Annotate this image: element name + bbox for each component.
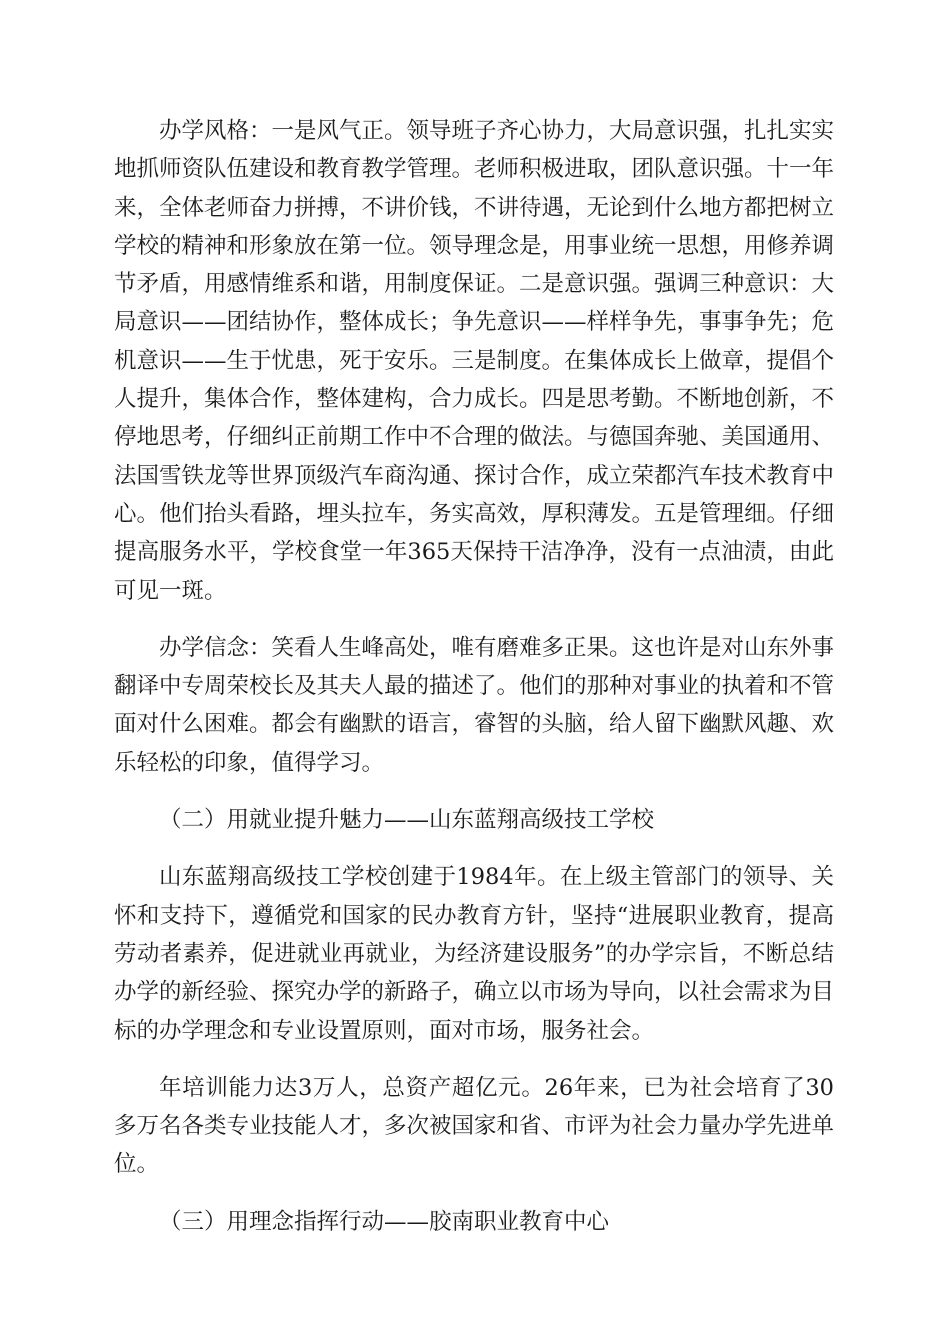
document-body <box>114 112 834 1260</box>
paragraph-school-belief: 办学信念：笑看人生峰高处，唯有磨难多正果。这也许是对山东外事翻译中专周荣校长及其夫人最的描述了。他们的那种对事业的执着和不管面对什么困难。都会有幽默的语言，睿智的头脑，给人留下幽默风趣、欢乐轻松的印象，值得学习。 <box>114 634 835 776</box>
paragraph-lanxiang-stats: 年培训能力达3万人，总资产超亿元。26年来，已为社会培育了30多万名各类专业技能人才，多次被国家和省、市评为社会力量办学先进单位。 <box>114 1074 835 1178</box>
paragraph-lanxiang-intro: 山东蓝翔高级技工学校创建于1984年。在上级主管部门的领导、关怀和支持下，遵循党和国家的民办教育方针，坚持“进展职业教育，提高劳动者素养，促进就业再就业，为经济建设服务”的办学宗旨，不断总结办学的新经验、探究办学的新路子，确立以市场为导向，以社会需求为目标的办学理念和专业设置原则，面对市场，服务社会。 <box>114 864 835 1044</box>
paragraph-school-style: 办学风格：一是风气正。领导班子齐心协力，大局意识强，扎扎实实地抓师资队伍建设和教育教学管理。老师积极进取，团队意识强。十一年来，全体老师奋力拼搏，不讲价钱，不讲待遇，无论到什么地方都把树立学校的精神和形象放在第一位。领导理念是，用事业统一思想，用修养调节矛盾，用感情维系和谐，用制度保证。二是意识强。强调三种意识：大局意识——团结协作，整体成长；争先意识——样样争先，事事争先；危机意识——生于忧患，死于安乐。三是制度。在集体成长上做章，提倡个人提升，集体合作，整体建构，合力成长。四是思考勤。不断地创新，不停地思考，仔细纠正前期工作中不合理的做法。与德国奔驰、美国通用、法国雪铁龙等世界顶级汽车商沟通、探讨合作，成立荣都汽车技术教育中心。他们抬头看路，埋头拉车，务实高效，厚积薄发。五是管理细。仔细提高服务水平，学校食堂一年365天保持干洁净净，没有一点油渍，由此可见一斑。 <box>114 118 835 604</box>
section-heading-lanxiang: （二）用就业提升魅力——山东蓝翔高级技工学校 <box>159 807 655 834</box>
section-heading-jiaonan: （三）用理念指挥行动——胶南职业教育中心 <box>159 1208 610 1235</box>
